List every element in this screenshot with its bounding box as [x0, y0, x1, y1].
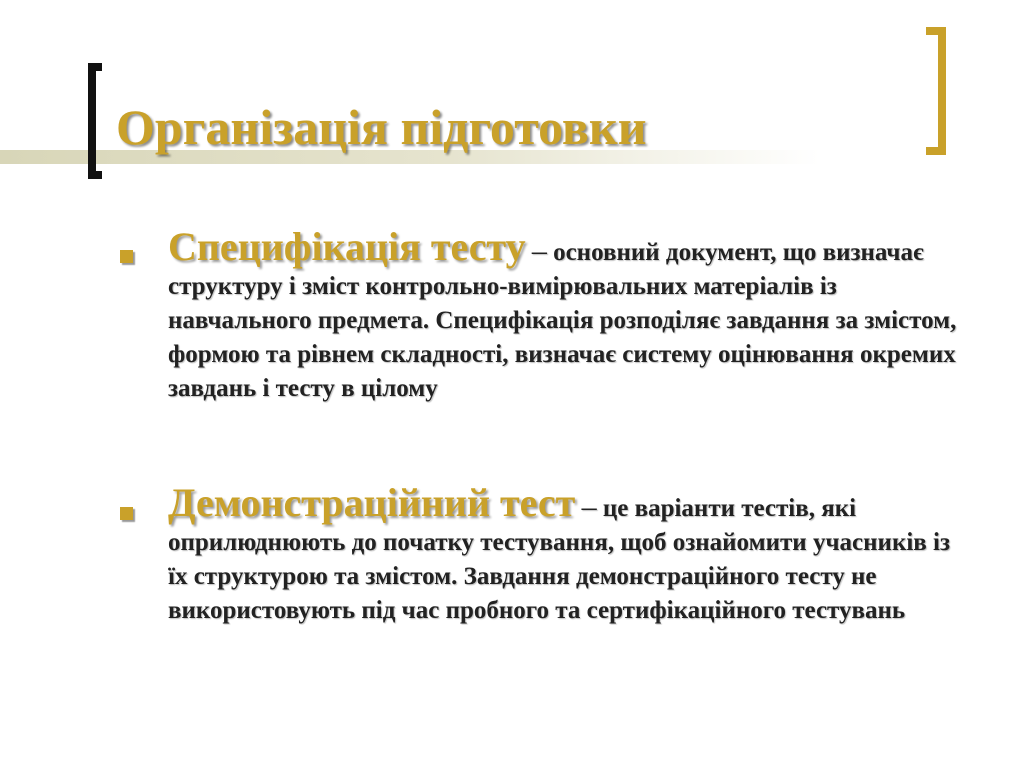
slide-title: Організація підготовки — [116, 99, 647, 155]
bullet-square-icon — [120, 507, 133, 520]
bullet-dash: – — [531, 234, 547, 267]
bullet-square-icon — [120, 250, 133, 263]
bullet-description: основний документ, що визначає структуру і зміст контрольно-вимірювальних матеріалів із навчального предмета. Специфікація розподіляє завдання за змістом, формою та рівнем складності, визначає систему оцінювання окремих завдань і тесту в цілому — [168, 239, 957, 402]
bullet-term: Специфікація тесту — [168, 224, 526, 269]
bullet-description: це варіанти тестів, які оприлюднюють до початку тестування, щоб ознайомити учасників із їх структурою та змістом. Завдання демонстраційного тесту не використовують під час пробного та сертифікаційного тестувань — [168, 495, 951, 624]
bullet-item-demo-test — [168, 480, 968, 628]
bullet-item-specification — [168, 224, 968, 406]
bullet-dash: – — [581, 490, 597, 523]
bullet-term: Демонстраційний тест — [168, 480, 576, 525]
